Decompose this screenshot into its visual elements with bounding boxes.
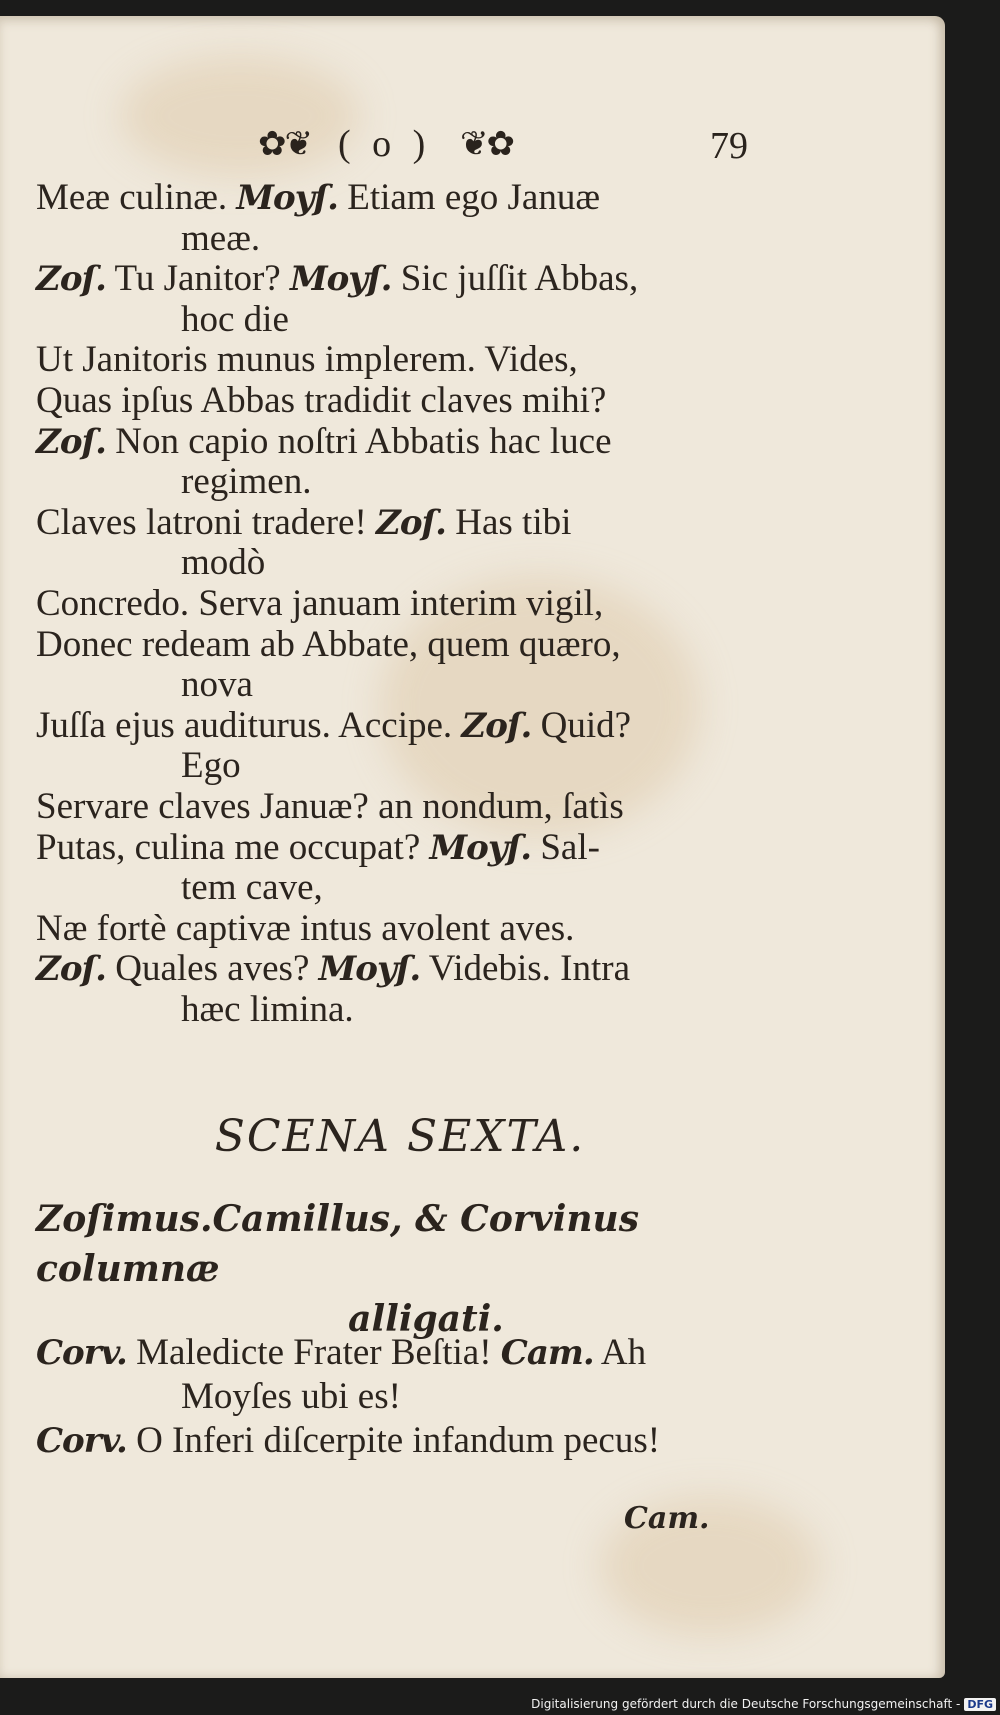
text-line xyxy=(36,178,766,219)
scene-dialog xyxy=(36,1331,766,1463)
line-text: Tu Janitor? xyxy=(105,258,290,300)
speaker-name: Corv. xyxy=(36,1333,127,1373)
text-line xyxy=(36,340,766,381)
speaker-name: Moyſ. xyxy=(236,178,338,218)
text-line xyxy=(36,381,766,422)
line-text: Etiam ego Januæ xyxy=(337,177,601,218)
speaker-name: Moyſ. xyxy=(289,259,392,300)
line-text: Ego xyxy=(181,745,241,787)
line-text: Juſſa ejus auditurus. Accipe. xyxy=(36,704,462,746)
line-text: Quales aves? xyxy=(105,948,319,990)
text-line xyxy=(36,584,766,625)
text-line xyxy=(36,259,766,300)
text-line xyxy=(36,828,766,869)
line-text: tem cave, xyxy=(181,867,323,909)
line-text: Concredo. Serva januam interim vigil, xyxy=(36,582,604,624)
speaker-name: Cam. xyxy=(500,1333,594,1373)
line-text: Quas ipſus Abbas tradidit claves mihi? xyxy=(36,379,607,421)
text-line xyxy=(36,990,766,1031)
text-line xyxy=(36,868,766,909)
line-text: hoc die xyxy=(181,298,289,340)
speaker-name: Zoſ. xyxy=(36,949,106,990)
text-line xyxy=(36,706,766,747)
line-text: Ut Janitoris munus implerem. Vides, xyxy=(36,339,578,381)
text-line xyxy=(36,422,766,463)
line-text: Maledicte Frater Beſtia! xyxy=(126,1332,501,1373)
line-text: O Inferi diſcerpite infandum pecus! xyxy=(126,1420,661,1461)
text-line xyxy=(36,1331,766,1375)
header-ornament-left: ✿❦ xyxy=(258,126,311,163)
header-ornament-right: ❦✿ xyxy=(460,126,513,163)
line-text: Videbis. Intra xyxy=(420,948,630,990)
text-line xyxy=(36,503,766,544)
line-text: regimen. xyxy=(181,461,312,503)
text-line xyxy=(36,219,766,260)
text-line xyxy=(36,1419,766,1463)
line-text: Sal- xyxy=(531,826,600,868)
line-text: Sic juſſit Abbas, xyxy=(391,258,639,300)
running-header xyxy=(0,114,945,174)
credit-text: Digitalisierung gefördert durch die Deutsche Forschungsgemeinschaft - xyxy=(531,1697,961,1711)
text-line xyxy=(36,909,766,950)
line-text: Non capio noſtri Abbatis hac luce xyxy=(105,420,612,462)
line-text: nova xyxy=(181,664,253,706)
text-line xyxy=(36,462,766,503)
cast-line: Zoſimus.Camillus, & Corvinus columnæ xyxy=(36,1198,639,1290)
line-text: Putas, culina me occupat? xyxy=(36,826,430,868)
line-text: hæc limina. xyxy=(181,988,354,1030)
digitization-credit xyxy=(0,1697,996,1711)
page-number: 79 xyxy=(710,125,748,167)
text-line xyxy=(36,1375,766,1419)
speaker-name: Zoſ. xyxy=(461,705,532,746)
line-text: Ah xyxy=(593,1332,647,1373)
dfg-logo: DFG xyxy=(964,1698,996,1711)
header-folio-mark: ( o ) xyxy=(338,123,432,165)
speaker-name: Corv. xyxy=(36,1421,127,1461)
line-text: Næ fortè captivæ intus avolent aves. xyxy=(36,907,575,949)
scene-cast xyxy=(36,1194,756,1344)
scene-title: SCENA SEXTA. xyxy=(214,1111,586,1162)
text-line xyxy=(36,543,766,584)
line-text: modò xyxy=(181,542,266,584)
speaker-name: Zoſ. xyxy=(36,259,106,300)
text-line xyxy=(36,625,766,666)
line-text: Donec redeam ab Abbate, quem quæro, xyxy=(36,623,621,665)
text-line xyxy=(36,746,766,787)
line-text: Servare claves Januæ? an nondum, ſatìs xyxy=(36,785,624,827)
text-line xyxy=(36,665,766,706)
text-line xyxy=(36,300,766,341)
line-text: Meæ culinæ. xyxy=(36,177,237,218)
line-text: meæ. xyxy=(181,217,261,259)
line-text: Claves latroni tradere! xyxy=(36,501,377,543)
book-page xyxy=(0,16,945,1678)
speaker-name: Zoſ. xyxy=(376,502,447,543)
text-line xyxy=(36,787,766,828)
speaker-name: Moyſ. xyxy=(429,827,532,868)
text-line xyxy=(36,949,766,990)
speaker-name: Zoſ. xyxy=(36,421,106,462)
line-text: Moyſes ubi es! xyxy=(181,1376,401,1417)
verse-body xyxy=(36,178,766,1030)
catchword: Cam. xyxy=(624,1501,710,1536)
cast-line: alligati. xyxy=(348,1298,504,1340)
speaker-name: Moyſ. xyxy=(318,949,421,990)
line-text: Has tibi xyxy=(446,501,572,543)
line-text: Quid? xyxy=(531,704,632,746)
